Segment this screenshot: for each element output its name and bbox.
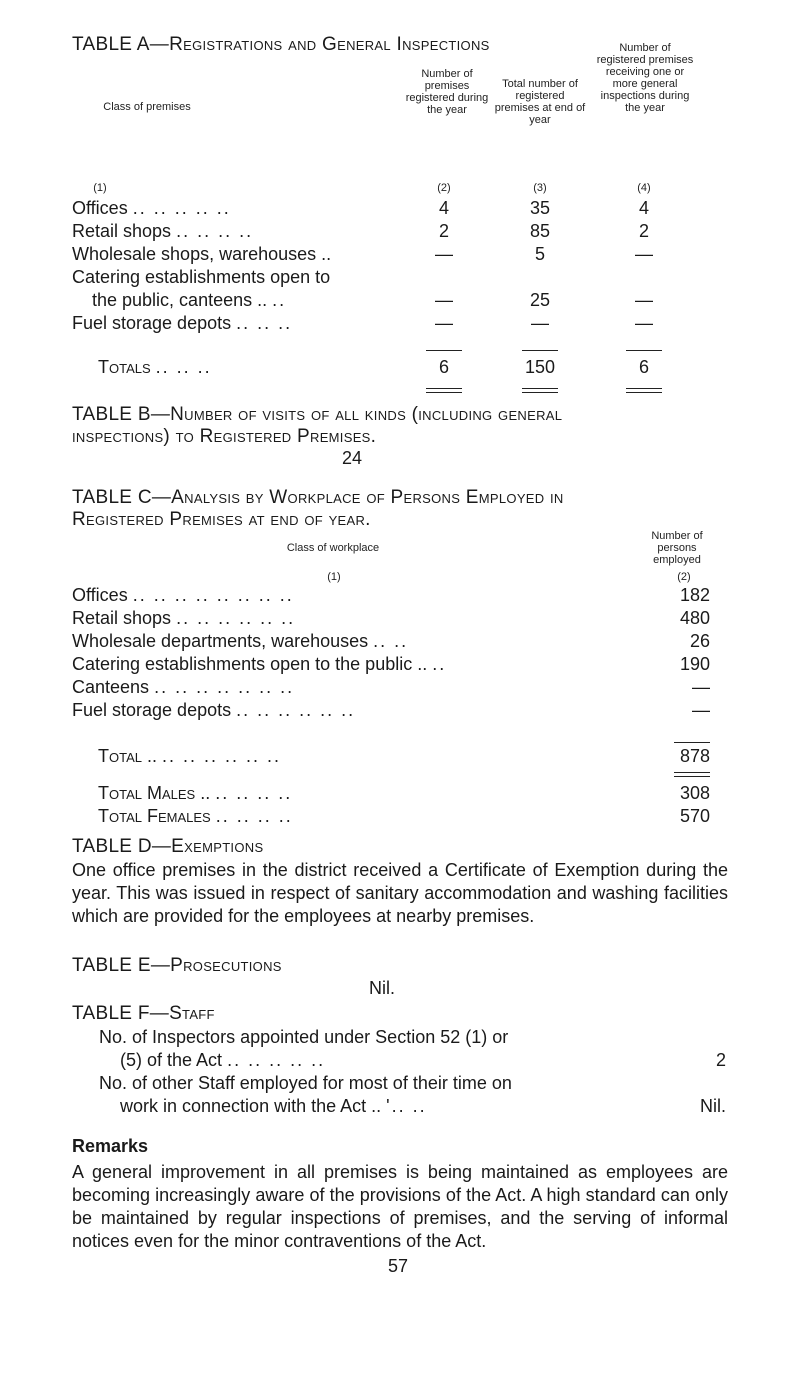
table-a-title: TABLE A—Registrations and General Inspections bbox=[72, 34, 490, 55]
table-cell: 878 bbox=[679, 746, 710, 766]
table-c-colnum-2: (2) bbox=[677, 571, 691, 583]
table-cell: 308 bbox=[679, 783, 710, 803]
table-cell: 182 bbox=[679, 585, 710, 605]
table-row: Fuel storage depots .. .. .. bbox=[72, 313, 293, 333]
double-rule bbox=[626, 388, 662, 389]
table-a-header-inspections: Number of registered premises receiving one or more general inspections during the year bbox=[596, 42, 694, 114]
table-row: the public, canteens .. .. bbox=[92, 290, 287, 310]
table-cell: 26 bbox=[689, 631, 710, 651]
table-f-item1-line1: No. of Inspectors appointed under Section 52 (1) or bbox=[99, 1027, 509, 1047]
table-f-item1-value: 2 bbox=[715, 1050, 726, 1070]
table-row: Wholesale shops, warehouses .. bbox=[72, 244, 332, 264]
table-cell: 2 bbox=[438, 221, 449, 241]
table-cell: 35 bbox=[529, 198, 551, 218]
table-cell: — bbox=[635, 313, 653, 333]
table-f-item2-value: Nil. bbox=[700, 1096, 726, 1116]
table-c-total-males: Total Males .. .. .. .. .. bbox=[98, 783, 293, 803]
table-cell: — bbox=[635, 290, 653, 310]
table-cell: — bbox=[692, 700, 710, 720]
table-d-title: TABLE D—Exemptions bbox=[72, 836, 264, 857]
double-rule bbox=[426, 388, 462, 389]
table-row: Offices .. .. .. .. .. .. .. .. bbox=[72, 585, 294, 605]
table-cell: — bbox=[635, 244, 653, 264]
table-c-header-persons: Number of persons employed bbox=[651, 530, 703, 566]
table-a-colnum-4: (4) bbox=[637, 182, 651, 194]
table-a-colnum-1: (1) bbox=[93, 182, 107, 194]
table-cell: 480 bbox=[679, 608, 710, 628]
table-cell: 570 bbox=[679, 806, 710, 826]
table-cell: — bbox=[692, 677, 710, 697]
table-c-title-line1: TABLE C—Analysis by Workplace of Persons Employed in bbox=[72, 487, 564, 508]
page-number: 57 bbox=[388, 1256, 409, 1276]
table-c-header-class: Class of workplace bbox=[286, 542, 380, 554]
table-b-title-line1: TABLE B—Number of visits of all kinds (including general bbox=[72, 404, 563, 425]
table-cell: 190 bbox=[679, 654, 710, 674]
double-rule bbox=[626, 392, 662, 393]
table-row: Catering establishments open to the public .. .. bbox=[72, 654, 447, 674]
table-a-header-class: Class of premises bbox=[103, 101, 191, 113]
table-c-total: Total .. .. .. .. .. .. .. bbox=[98, 746, 282, 766]
table-cell: 85 bbox=[529, 221, 551, 241]
table-row: Wholesale departments, warehouses .. .. bbox=[72, 631, 409, 651]
table-cell: 5 bbox=[534, 244, 545, 264]
table-f-item2-line1: No. of other Staff employed for most of their time on bbox=[99, 1073, 512, 1093]
table-cell: 6 bbox=[638, 357, 649, 377]
table-row: Retail shops .. .. .. .. .. .. bbox=[72, 608, 296, 628]
table-cell: 6 bbox=[438, 357, 449, 377]
table-cell: 25 bbox=[529, 290, 551, 310]
total-rule bbox=[674, 742, 710, 743]
table-b-value: 24 bbox=[342, 448, 363, 468]
double-rule bbox=[522, 388, 558, 389]
total-rule bbox=[626, 350, 662, 351]
table-row: Retail shops .. .. .. .. bbox=[72, 221, 254, 241]
remarks-text: A general improvement in all premises is being maintained as employees are becoming increasingly aware of the provisions of the Act. A high standard can only be maintained by regular inspections of premises, and the serving of informal notices even for the minor contraventions of the Act. bbox=[72, 1162, 728, 1251]
table-f-title: TABLE F—Staff bbox=[72, 1003, 215, 1024]
table-b-title-line2: inspections) to Registered Premises. bbox=[72, 426, 377, 447]
table-a-header-registered: Number of premises registered during the year bbox=[405, 68, 489, 116]
table-cell: — bbox=[435, 244, 453, 264]
total-rule bbox=[426, 350, 462, 351]
remarks-title: Remarks bbox=[72, 1136, 149, 1156]
total-rule bbox=[522, 350, 558, 351]
double-rule bbox=[674, 776, 710, 777]
table-a-colnum-3: (3) bbox=[533, 182, 547, 194]
table-cell: 2 bbox=[638, 221, 649, 241]
table-c-title-line2: Registered Premises at end of year. bbox=[72, 509, 371, 530]
table-cell: 4 bbox=[438, 198, 449, 218]
double-rule bbox=[522, 392, 558, 393]
table-f-item1-line2: (5) of the Act .. .. .. .. .. bbox=[120, 1050, 326, 1070]
table-a-totals-label: Totals .. .. .. bbox=[98, 357, 212, 377]
table-cell: 4 bbox=[638, 198, 649, 218]
table-row: Fuel storage depots .. .. .. .. .. .. bbox=[72, 700, 356, 720]
double-rule bbox=[426, 392, 462, 393]
table-row: Catering establishments open to bbox=[72, 267, 331, 287]
table-row: Canteens .. .. .. .. .. .. .. bbox=[72, 677, 295, 697]
table-cell: 150 bbox=[524, 357, 556, 377]
table-c-total-females: Total Females .. .. .. .. bbox=[98, 806, 293, 826]
table-e-value: Nil. bbox=[369, 978, 395, 998]
double-rule bbox=[674, 772, 710, 773]
table-e-title: TABLE E—Prosecutions bbox=[72, 955, 282, 976]
table-row: Offices .. .. .. .. .. bbox=[72, 198, 231, 218]
table-a-header-total: Total number of registered premises at end of year bbox=[494, 78, 586, 126]
table-f-item2-line2: work in connection with the Act .. '.. .. bbox=[120, 1096, 427, 1116]
table-cell: — bbox=[435, 313, 453, 333]
table-d-text: One office premises in the district received a Certificate of Exemption during the year. This was issued in respect of sanitary accommodation and washing facilities which are provided for the employees at nearby premises. bbox=[72, 860, 728, 926]
table-a-colnum-2: (2) bbox=[437, 182, 451, 194]
table-cell: — bbox=[531, 313, 549, 333]
table-cell: — bbox=[435, 290, 453, 310]
table-c-colnum-1: (1) bbox=[327, 571, 341, 583]
